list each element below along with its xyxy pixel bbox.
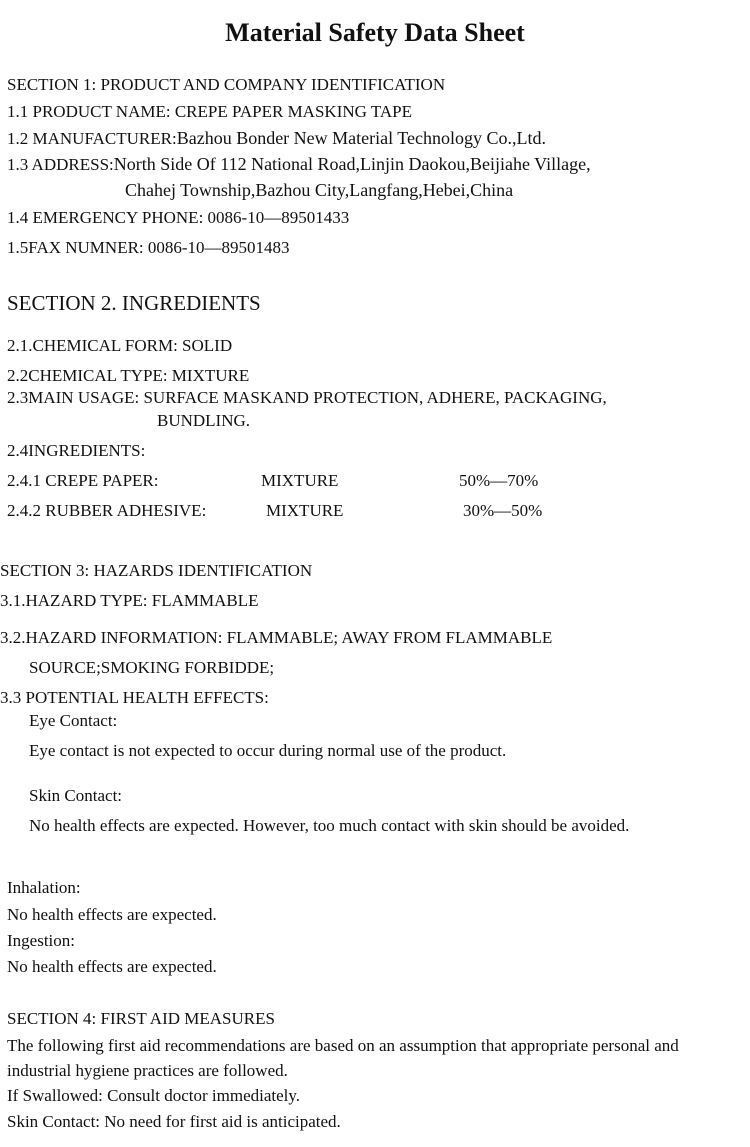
ingredient-form: MIXTURE <box>261 471 339 490</box>
chemical-type: 2.2CHEMICAL TYPE: MIXTURE <box>7 366 250 385</box>
address-row <box>7 154 591 175</box>
main-usage-line-1: 2.3MAIN USAGE: SURFACE MASKAND PROTECTION, ADHERE, PACKAGING, <box>7 388 607 407</box>
skin-contact-label: Skin Contact: <box>29 786 123 805</box>
hazard-info-line-2: SOURCE;SMOKING FORBIDDE; <box>29 658 275 677</box>
ingestion-text: No health effects are expected. <box>7 957 217 976</box>
section-2-heading: SECTION 2. INGREDIENTS <box>7 291 261 315</box>
manufacturer-value: Bazhou Bonder New Material Technology Co.,Ltd. <box>176 128 547 148</box>
section-1-heading: SECTION 1: PRODUCT AND COMPANY IDENTIFICATION <box>7 75 446 94</box>
manufacturer-row <box>7 128 546 149</box>
section-4-heading: SECTION 4: FIRST AID MEASURES <box>7 1009 275 1028</box>
ingredient-name: 2.4.1 CREPE PAPER: <box>7 471 159 490</box>
eye-contact-text: Eye contact is not expected to occur during normal use of the product. <box>29 741 507 760</box>
hazard-info-line-1: 3.2.HAZARD INFORMATION: FLAMMABLE; AWAY FROM FLAMMABLE <box>0 628 553 647</box>
main-usage-line-2: BUNDLING. <box>157 411 251 430</box>
skin-contact-first-aid: Skin Contact: No need for first aid is anticipated. <box>7 1112 341 1131</box>
skin-contact-text: No health effects are expected. However, too much contact with skin should be avoided. <box>29 816 630 835</box>
first-aid-intro-line-2: industrial hygiene practices are followed. <box>7 1061 288 1080</box>
inhalation-text: No health effects are expected. <box>7 905 217 924</box>
ingredient-range: 50%—70% <box>459 471 539 490</box>
inhalation-label: Inhalation: <box>7 878 81 897</box>
eye-contact-label: Eye Contact: <box>29 711 118 730</box>
ingredient-form: MIXTURE <box>266 501 344 520</box>
product-name: 1.1 PRODUCT NAME: CREPE PAPER MASKING TAPE <box>7 102 412 121</box>
health-effects-label: 3.3 POTENTIAL HEALTH EFFECTS: <box>0 688 269 707</box>
address-line-1: North Side Of 112 National Road,Linjin Daokou,Beijiahe Village, <box>113 154 591 174</box>
ingestion-label: Ingestion: <box>7 931 75 950</box>
section-3-heading: SECTION 3: HAZARDS IDENTIFICATION <box>0 561 313 580</box>
manufacturer-label: 1.2 MANUFACTURER: <box>7 129 177 148</box>
ingredient-range: 30%—50% <box>463 501 543 520</box>
hazard-type: 3.1.HAZARD TYPE: FLAMMABLE <box>0 591 259 610</box>
chemical-form: 2.1.CHEMICAL FORM: SOLID <box>7 336 233 355</box>
document-title: Material Safety Data Sheet <box>225 18 525 47</box>
fax-number: 1.5FAX NUMNER: 0086-10—89501483 <box>7 238 290 257</box>
emergency-phone: 1.4 EMERGENCY PHONE: 0086-10—89501433 <box>7 208 350 227</box>
ingredients-label: 2.4INGREDIENTS: <box>7 441 146 460</box>
address-line-2: Chahej Township,Bazhou City,Langfang,Hebei,China <box>125 180 514 200</box>
if-swallowed: If Swallowed: Consult doctor immediately. <box>7 1086 301 1105</box>
ingredient-name: 2.4.2 RUBBER ADHESIVE: <box>7 501 207 520</box>
first-aid-intro-line-1: The following first aid recommendations are based on an assumption that appropriate personal and <box>7 1036 679 1055</box>
address-label: 1.3 ADDRESS: <box>7 155 114 174</box>
